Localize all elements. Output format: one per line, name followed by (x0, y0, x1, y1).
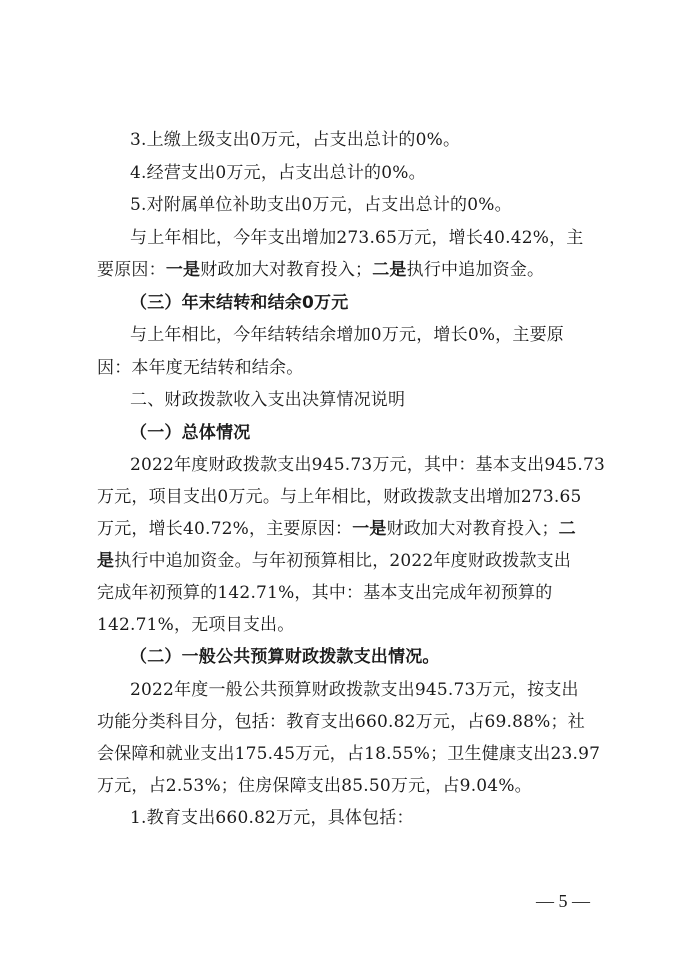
text-line: 142.71%，无项目支出。 (97, 615, 295, 635)
text-line: 因：本年度无结转和结余。 (97, 358, 304, 378)
emphasis-text: 一是 (165, 260, 201, 280)
text-line: 5.对附属单位补助支出0万元，占支出总计的0%。 (130, 195, 512, 215)
text-line: 4.经营支出0万元，占支出总计的0%。 (130, 163, 426, 183)
text-span: 财政加大对教育投入； (200, 260, 373, 280)
text-line: 3.上缴上级支出0万元，占支出总计的0%。 (130, 130, 461, 150)
page-number: — 5 — (536, 891, 590, 911)
section-heading: 二、财政拨款收入支出决算情况说明 (130, 390, 406, 410)
text-line (0, 514, 680, 544)
emphasis-text: 是 (97, 551, 115, 571)
text-line: 与上年相比，今年结转结余增加0万元，增长0%，主要原 (130, 325, 564, 345)
text-line: 完成年初预算的142.71%，其中：基本支出完成年初预算的 (97, 583, 553, 603)
text-line: 2022年度一般公共预算财政拨款支出945.73万元，按支出 (130, 680, 579, 700)
text-line (0, 546, 680, 576)
text-span: 财政加大对教育投入； (386, 519, 559, 539)
text-line: 会保障和就业支出175.45万元，占18.55%；卫生健康支出23.97 (97, 744, 601, 764)
text-span: 执行中追加资金。与年初预算相比，2022年度财政拨款支出 (114, 551, 572, 571)
section-heading: （一）总体情况 (130, 423, 251, 443)
text-line: 2022年度财政拨款支出945.73万元，其中：基本支出945.73 (130, 455, 606, 475)
emphasis-text: 二 (558, 519, 576, 539)
text-line: 万元，占2.53%；住房保障支出85.50万元，占9.04%。 (97, 776, 532, 796)
section-heading: （三）年末结转和结余0万元 (130, 293, 349, 313)
emphasis-text: 一是 (352, 519, 387, 539)
section-heading: （二）一般公共预算财政拨款支出情况。 (130, 647, 440, 667)
text-span: 执行中追加资金。 (406, 260, 545, 280)
emphasis-text: 二是 (372, 260, 407, 280)
text-line (0, 255, 680, 285)
text-span: 要原因： (97, 260, 166, 280)
text-line: 与上年相比，今年支出增加273.65万元，增长40.42%，主 (130, 228, 584, 248)
text-span: 万元，增长40.72%，主要原因： (97, 519, 353, 539)
text-line: 功能分类科目分，包括：教育支出660.82万元，占69.88%；社 (97, 712, 585, 732)
text-line: 万元，项目支出0万元。与上年相比，财政拨款支出增加273.65 (97, 487, 582, 507)
text-line: 1.教育支出660.82万元，具体包括： (130, 808, 414, 828)
